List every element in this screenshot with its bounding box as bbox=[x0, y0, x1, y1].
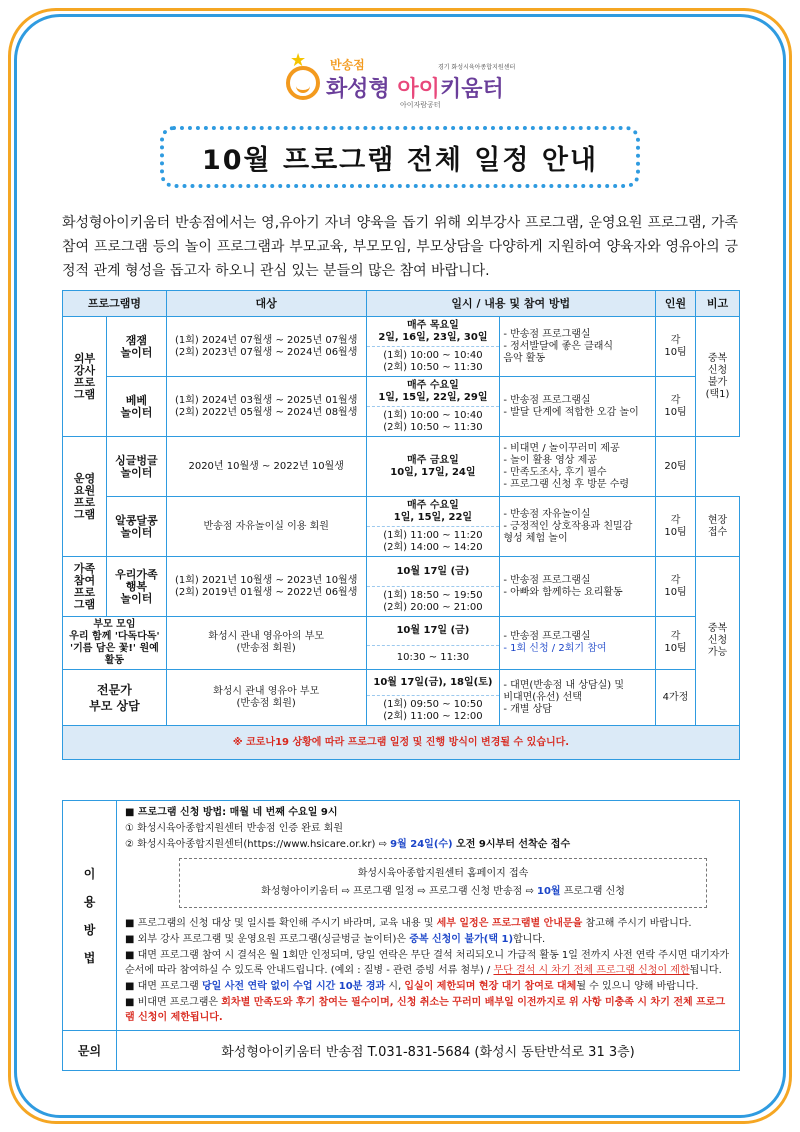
usage-bullet: ■ 프로그램의 신청 대상 및 일시를 확인해 주시기 바라며, 교육 내용 및 세부 일정은 프로그램별 안내문을 참고해 주시기 바랍니다. bbox=[125, 918, 692, 929]
logo-name: 화성형 아이키움터 bbox=[326, 77, 504, 102]
program-target: (1회) 2024년 03월생 ~ 2025년 01월생 (2회) 2022년 05월생 ~ 2024년 08월생 bbox=[166, 377, 366, 437]
apply-step-1: ① 화성시육아종합지원센터 반송점 인증 완료 회원 bbox=[125, 823, 344, 834]
table-note-row bbox=[63, 726, 740, 760]
remark-onsite: 현장 접수 bbox=[696, 497, 740, 557]
table-row bbox=[63, 497, 740, 527]
contact-row bbox=[63, 1031, 740, 1071]
agency-logo: 경기 화성시육아종합지원센터 bbox=[438, 64, 516, 71]
program-capacity: 각 10팀 bbox=[656, 317, 696, 377]
covid-note: ※ 코로나19 상황에 따라 프로그램 일정 및 진행 방식이 변경될 수 있습니다. bbox=[63, 726, 740, 760]
program-desc-line: - 1회 신청 / 2회기 참여 bbox=[503, 643, 607, 654]
apply-path-line-1: 화성시육아종합지원센터 홈페이지 접속 bbox=[357, 868, 529, 879]
table-row bbox=[63, 317, 740, 347]
program-name: 싱글벙글 놀이터 bbox=[106, 437, 166, 497]
program-capacity: 각 10팀 bbox=[656, 377, 696, 437]
program-capacity: 각 10팀 bbox=[656, 497, 696, 557]
program-day: 10월 17일(금), 18일(토) bbox=[366, 670, 500, 696]
program-name: 전문가 부모 상담 bbox=[63, 670, 167, 726]
program-desc: - 비대면 / 놀이꾸러미 제공 - 놀이 활용 영상 제공 - 만족도조사, 후기 필수 - 프로그램 신청 후 방문 수령 bbox=[500, 437, 656, 497]
usage-bullet: ■ 외부 강사 프로그램 및 운영요원 프로그램(싱글벙글 놀이터)은 중복 신청이 불가(택 1)합니다. bbox=[125, 934, 546, 945]
header-schedule: 일시 / 내용 및 참여 방법 bbox=[366, 291, 656, 317]
usage-row bbox=[63, 801, 740, 1031]
program-capacity: 4가정 bbox=[656, 670, 696, 726]
header-remark: 비고 bbox=[696, 291, 740, 317]
program-capacity: 20팀 bbox=[656, 437, 696, 497]
usage-table bbox=[62, 800, 740, 1071]
program-desc: - 대면(반송점 내 상담실) 및 비대면(유선) 선택 - 개별 상담 bbox=[500, 670, 656, 726]
program-name: 알콩달콩 놀이터 bbox=[106, 497, 166, 557]
program-target: 2020년 10월생 ~ 2022년 10월생 bbox=[166, 437, 366, 497]
apply-step-2: ② 화성시육아종합지원센터(https://www.hsicare.or.kr) ⇨ 9월 24일(수) 오전 9시부터 선착순 접수 bbox=[125, 839, 571, 850]
category-family: 가족 참여 프로 그램 bbox=[63, 557, 107, 617]
program-time: (1회) 10:00 ~ 10:40 (2회) 10:50 ~ 11:30 bbox=[366, 347, 500, 377]
program-day: 매주 목요일 2일, 16일, 23일, 30일 bbox=[366, 317, 500, 347]
program-table bbox=[62, 290, 740, 760]
category-external: 외부 강사 프로 그램 bbox=[63, 317, 107, 437]
contact-text: 화성형아이키움터 반송점 T.031-831-5684 (화성시 동탄반석로 31 3층) bbox=[117, 1031, 740, 1071]
usage-bullet: ■ 대면 프로그램 참여 시 결석은 월 1회만 인정되며, 당일 연락은 무단 결석 처리되오니 가급적 활동 1일 전까지 사전 연락 주시면 대기자가 순서에 따라 참여하실 수 있도록 안내드립니다. (예외 : 질병 - 관련 증빙 서류 첨부) / 무단 결석 시 차기 전체 프로그램 신청이 제한됩니다. bbox=[125, 950, 730, 976]
program-capacity: 각 10팀 bbox=[656, 617, 696, 670]
apply-path-box bbox=[179, 858, 707, 908]
logo bbox=[282, 50, 542, 110]
program-desc-line: - 반송점 프로그램실 bbox=[503, 631, 591, 642]
program-target: 화성시 관내 영유아의 부모 (반송점 회원) bbox=[166, 617, 366, 670]
intro-text: 화성형아이키움터 반송점에서는 영,유아기 자녀 양육을 돕기 위해 외부강사 프로그램, 운영요원 프로그램, 가족 참여 프로그램 등의 놀이 프로그램과 부모교육, 부모모임, 부모상담을 다양하게 지원하여 양육자와 영유아의 긍정적 관계 형성을 돕고자 하오니 관심 있는 분들의 많은 참여 바랍니다. bbox=[62, 215, 738, 279]
header-target: 대상 bbox=[166, 291, 366, 317]
table-row bbox=[63, 670, 740, 696]
program-desc: - 반송점 자유놀이실 - 긍정적인 상호작용과 친밀감 형성 체험 놀이 bbox=[500, 497, 656, 557]
program-desc bbox=[500, 617, 656, 670]
title-box bbox=[160, 126, 640, 188]
usage-label: 이 용 방 법 bbox=[63, 801, 117, 1031]
program-day: 매주 금요일 10일, 17일, 24일 bbox=[366, 437, 500, 497]
program-desc: - 반송점 프로그램실 - 발달 단계에 적합한 오감 놀이 bbox=[500, 377, 656, 437]
usage-bullet: ■ 비대면 프로그램은 회차별 만족도와 후기 참여는 필수이며, 신청 취소는 꾸러미 배부일 이전까지로 위 사항 미충족 시 차기 전체 프로그램 신청이 제한됩니다. bbox=[125, 997, 726, 1023]
program-name: 부모 모임 우리 함께 '다독다독' '기름 담은 꽃!' 원예활동 bbox=[63, 617, 167, 670]
category-staff: 운영 요원 프로 그램 bbox=[63, 437, 107, 557]
program-desc: - 반송점 프로그램실 - 정서발달에 좋은 클래식 음악 활동 bbox=[500, 317, 656, 377]
program-time: (1회) 18:50 ~ 19:50 (2회) 20:00 ~ 21:00 bbox=[366, 587, 500, 617]
program-time: (1회) 11:00 ~ 11:20 (2회) 14:00 ~ 14:20 bbox=[366, 527, 500, 557]
usage-bullet: ■ 대면 프로그램 당일 사전 연락 없이 수업 시간 10분 경과 시, 입실이 제한되며 현장 대기 참여로 대체될 수 있으니 양해 바랍니다. bbox=[125, 981, 699, 992]
program-target: 반송점 자유놀이실 이용 회원 bbox=[166, 497, 366, 557]
page-title: 10월 프로그램 전체 일정 안내 bbox=[201, 144, 599, 176]
header-capacity: 인원 bbox=[656, 291, 696, 317]
table-row bbox=[63, 617, 740, 646]
table-row bbox=[63, 437, 740, 497]
program-day: 10월 17일 (금) bbox=[366, 557, 500, 587]
usage-body bbox=[117, 801, 740, 1031]
program-day: 10월 17일 (금) bbox=[366, 617, 500, 646]
table-row bbox=[63, 377, 740, 407]
remark-duplicate-ok: 중복 신청 가능 bbox=[696, 557, 740, 726]
program-time: (1회) 09:50 ~ 10:50 (2회) 11:00 ~ 12:00 bbox=[366, 696, 500, 726]
program-day: 매주 수요일 1일, 15일, 22일 bbox=[366, 497, 500, 527]
program-time: (1회) 10:00 ~ 10:40 (2회) 10:50 ~ 11:30 bbox=[366, 407, 500, 437]
star-icon: ★ bbox=[290, 50, 307, 71]
header-program: 프로그램명 bbox=[63, 291, 167, 317]
remark-no-duplicate: 중복 신청 불가 (택1) bbox=[696, 317, 740, 437]
table-row bbox=[63, 557, 740, 587]
logo-branch: 반송점 bbox=[330, 58, 365, 72]
program-time: 10:30 ~ 11:30 bbox=[366, 646, 500, 670]
program-name: 잼잼 놀이터 bbox=[106, 317, 166, 377]
table-header-row bbox=[63, 291, 740, 317]
program-capacity: 각 10팀 bbox=[656, 557, 696, 617]
program-name: 우리가족 행복 놀이터 bbox=[106, 557, 166, 617]
program-target: (1회) 2021년 10월생 ~ 2023년 10월생 (2회) 2019년 01월생 ~ 2022년 06월생 bbox=[166, 557, 366, 617]
program-desc: - 반송점 프로그램실 - 아빠와 함께하는 요리활동 bbox=[500, 557, 656, 617]
smile-icon bbox=[286, 66, 320, 100]
logo-sub: 아이자람공터 bbox=[400, 101, 441, 109]
program-target: (1회) 2024년 07월생 ~ 2025년 07월생 (2회) 2023년 07월생 ~ 2024년 06월생 bbox=[166, 317, 366, 377]
program-name: 베베 놀이터 bbox=[106, 377, 166, 437]
apply-method: ■ 프로그램 신청 방법: 매월 네 번째 수요일 9시 bbox=[125, 807, 338, 818]
program-target: 화성시 관내 영유아 부모 (반송점 회원) bbox=[166, 670, 366, 726]
contact-label: 문의 bbox=[63, 1031, 117, 1071]
apply-path-line-2: 화성형아이키움터 ⇨ 프로그램 일정 ⇨ 프로그램 신청 반송점 ⇨ 10월 프로그램 신청 bbox=[261, 886, 625, 897]
program-day: 매주 수요일 1일, 15일, 22일, 29일 bbox=[366, 377, 500, 407]
